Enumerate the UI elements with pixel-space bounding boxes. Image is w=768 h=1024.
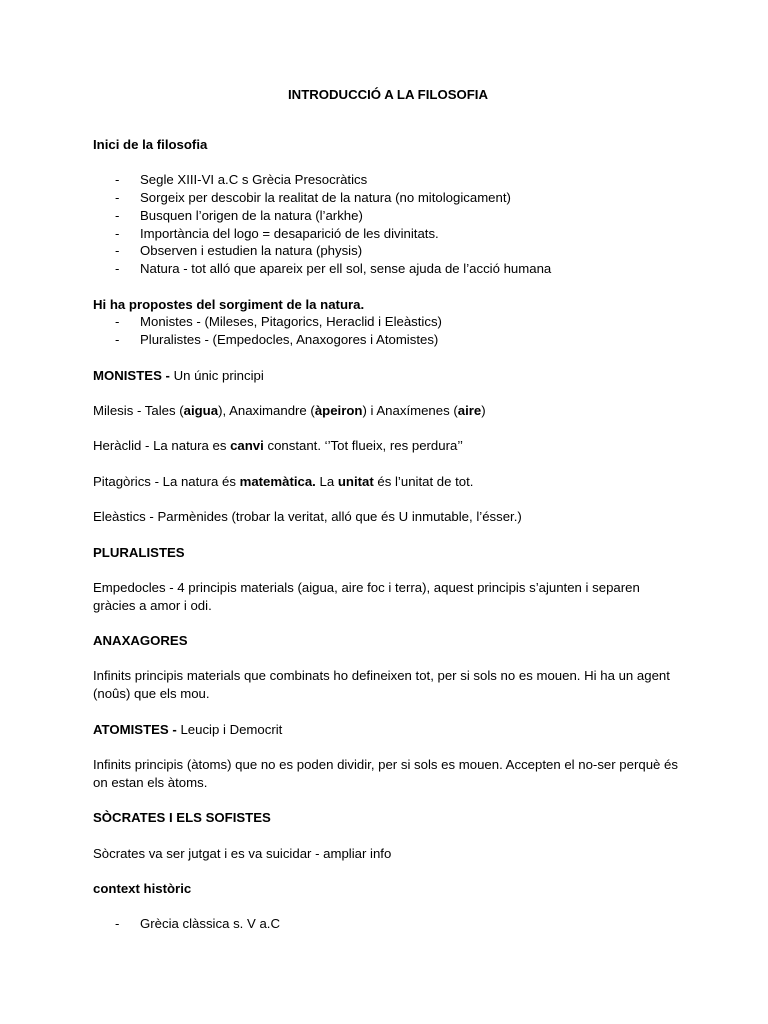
socrates-paragraph: Sòcrates va ser jutgat i es va suicidar - ampliar info [93, 845, 392, 861]
list-item: - Grècia clàssica s. V a.C [115, 916, 280, 932]
dash-marker: - [115, 189, 120, 205]
milesis-paragraph: Milesis - Tales (aigua), Anaximandre (àpeiron) i Anaxímenes (aire) [93, 402, 486, 418]
dash-marker: - [115, 207, 120, 223]
section-heading-propostes: Hi ha propostes del sorgiment de la natura. [93, 296, 365, 312]
section-heading-anaxagores: ANAXAGORES [93, 633, 188, 649]
pluralistes-paragraph: Empedocles - 4 principis materials (aigua, aire foc i terra), aquest principis s’ajunten i separen gràcies a amor i odi. [93, 579, 640, 613]
context-list [93, 915, 683, 933]
inici-list [93, 171, 683, 278]
section-heading-monistes: MONISTES - [93, 367, 170, 383]
list-item: - Pluralistes - (Empedocles, Anaxogores i Atomistes) [115, 332, 439, 348]
propostes-list [93, 313, 683, 349]
heraclid-paragraph: Heràclid - La natura es canvi constant. ‘’Tot flueix, res perdura’’ [93, 438, 463, 454]
dash-marker: - [115, 172, 120, 188]
list-item: - Busquen l’origen de la natura (l’arkhe) [115, 207, 363, 223]
dash-marker: - [115, 314, 120, 330]
list-item: - Importància del logo = desaparició de les divinitats. [115, 225, 439, 241]
dash-marker: - [115, 243, 120, 259]
atomistes-line: ATOMISTES - Leucip i Democrit [93, 721, 283, 737]
list-item: - Sorgeix per descobir la realitat de la natura (no mitologicament) [115, 189, 511, 205]
list-item: - Segle XIII-VI a.C s Grècia Presocràtics [115, 172, 368, 188]
section-heading-pluralistes: PLURALISTES [93, 544, 185, 560]
monistes-line: MONISTES - Un únic principi [93, 367, 264, 383]
section-heading-inici: Inici de la filosofia [93, 136, 208, 152]
document-page [93, 86, 683, 933]
section-heading-socrates: SÒCRATES I ELS SOFISTES [93, 810, 271, 826]
list-item: - Natura - tot alló que apareix per ell sol, sense ajuda de l’acció humana [115, 261, 552, 277]
section-heading-atomistes: ATOMISTES - [93, 721, 177, 737]
anaxagores-paragraph: Infinits principis materials que combinats ho defineixen tot, per si sols no es mouen. Hi ha un agent (noûs) que els mou. [93, 668, 670, 702]
dash-marker: - [115, 332, 120, 348]
section-heading-context: context històric [93, 881, 192, 897]
document-title: INTRODUCCIÓ A LA FILOSOFIA [288, 87, 488, 102]
eleastics-paragraph: Eleàstics - Parmènides (trobar la veritat, alló que és U inmutable, l’ésser.) [93, 509, 522, 525]
atomistes-paragraph: Infinits principis (àtoms) que no es poden dividir, per si sols es mouen. Accepten el no-ser perquè és on estan els àtoms. [93, 757, 678, 790]
dash-marker: - [115, 261, 120, 277]
dash-marker: - [115, 225, 120, 241]
dash-marker: - [115, 916, 120, 932]
pitagorics-paragraph: Pitagòrics - La natura és matemàtica. La unitat és l’unitat de tot. [93, 473, 474, 489]
list-item: - Monistes - (Mileses, Pitagorics, Heraclid i Eleàstics) [115, 314, 442, 330]
list-item: - Observen i estudien la natura (physis) [115, 243, 363, 259]
